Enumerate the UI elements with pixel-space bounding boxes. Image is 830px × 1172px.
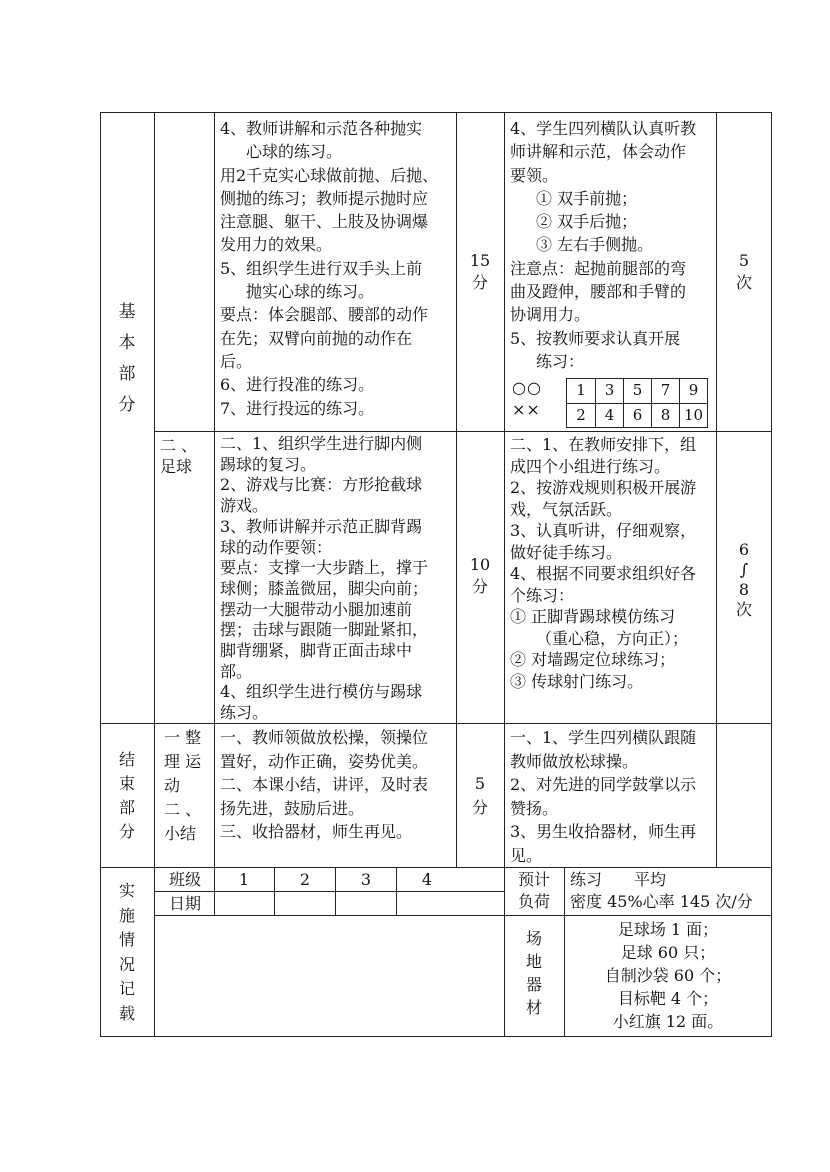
grid-cell: 1 xyxy=(576,381,586,399)
lesson-plan-table xyxy=(100,112,772,1037)
text-line: 练习： xyxy=(536,351,585,371)
grid-cell: 5 xyxy=(623,379,651,403)
text-line: 2、按游戏规则积极开展游 xyxy=(510,478,697,497)
text-line: 后。 xyxy=(220,351,253,371)
text-line: 一、1、学生四列横队跟随 xyxy=(510,728,697,747)
text-line: 5、组织学生进行双手头上前 xyxy=(220,258,423,278)
class-number: 4 xyxy=(421,870,433,889)
grid-cell: 8 xyxy=(651,403,679,427)
text-line: 赞扬。 xyxy=(510,798,559,818)
text-line: 部。 xyxy=(220,661,253,681)
text-line: 球侧；膝盖微屈，脚尖向前； xyxy=(220,578,429,598)
part2-topic: 二 、 足球 xyxy=(160,436,198,476)
record-section-label: 实 施 情 况 记 载 xyxy=(118,881,135,1023)
numbered-grid xyxy=(566,378,708,428)
part1-time: 15 分 xyxy=(469,251,491,292)
formation-symbols: ○○ ×× xyxy=(512,378,542,419)
text-line: 个练习： xyxy=(510,585,575,605)
part2-teacher-content xyxy=(220,434,428,724)
row-divider-record xyxy=(100,867,772,868)
text-line: 4、根据不同要求组织好各 xyxy=(510,564,697,583)
text-line: 曲及蹬伸，腰部和手臂的 xyxy=(510,282,687,302)
text-line: 6、进行投准的练习。 xyxy=(220,375,375,395)
text-line: 三、收拾器材，师生再见。 xyxy=(220,822,413,841)
load-label: 预计 负荷 xyxy=(517,870,550,911)
text-line: 置好，动作正确，姿势优美。 xyxy=(220,751,429,771)
ending-section-label: 结 束 部 分 xyxy=(118,750,135,841)
text-line: 要点：支撑一大步踏上，撑于 xyxy=(220,558,429,578)
text-line: 发用力的效果。 xyxy=(220,235,333,255)
table-border-bottom xyxy=(100,1036,772,1037)
text-line: 教师做放松球操。 xyxy=(510,751,639,771)
venue-label: 场 地 器 材 xyxy=(525,929,542,1017)
text-line: 摆；击球与跟随一脚趾紧扣， xyxy=(220,620,429,640)
text-line: 游戏。 xyxy=(220,496,269,516)
equipment-list: 足球场 1 面； 足球 60 只； 自制沙袋 60 个； 目标靶 4 个； 小红旗 12 面。 xyxy=(604,920,732,1031)
grid-cell: 7 xyxy=(651,379,679,403)
part1-teacher-content xyxy=(220,117,438,420)
text-line: ② 对墙踢定位球练习； xyxy=(510,650,676,669)
text-line: 二、1、组织学生进行脚内侧 xyxy=(220,434,423,453)
text-line: （重心稳，方向正）； xyxy=(536,628,689,648)
basic-section-label: 基 本 部 分 xyxy=(118,302,136,415)
text-line: 脚背绷紧，脚背正面击球中 xyxy=(220,641,413,661)
text-line: 2、游戏与比赛：方形抢截球 xyxy=(220,475,423,495)
text-line: 3、认真听讲，仔细观察， xyxy=(510,521,697,540)
class-number: 2 xyxy=(299,870,311,889)
grid-cell: 10 xyxy=(679,403,707,427)
text-line: 心球的练习。 xyxy=(246,142,343,162)
class-number: 3 xyxy=(360,870,372,889)
text-line: 扬先进，鼓励后进。 xyxy=(220,798,365,818)
col-divider-time xyxy=(456,112,457,867)
text-line: 要领。 xyxy=(510,165,559,185)
text-line: 4、组织学生进行模仿与踢球 xyxy=(220,682,423,702)
text-line: 注意腿、躯干、上肢及协调爆 xyxy=(220,212,429,232)
row-divider-class-date xyxy=(154,891,504,892)
text-line: 用2千克实心球做前抛、后抛、 xyxy=(220,165,439,185)
row-divider-ending xyxy=(100,723,772,724)
grid-cell: 9 xyxy=(679,379,707,403)
text-line: 4、学生四列横队认真听教 xyxy=(510,119,697,138)
text-line: 3、男生收拾器材，师生再 xyxy=(510,822,697,841)
row-divider-load-venue xyxy=(154,915,772,916)
class-number: 1 xyxy=(238,870,250,889)
part1-reps: 5 次 xyxy=(735,251,752,292)
ending-teacher-content xyxy=(220,726,428,844)
load-values: 练习 平均 密度 45%心率 145 次/分 xyxy=(570,870,753,911)
table-border-top xyxy=(100,112,772,113)
text-line: 抛实心球的练习。 xyxy=(246,282,375,302)
text-line: 4、教师讲解和示范各种抛实 xyxy=(220,119,423,138)
text-line: 2、对先进的同学鼓掌以示 xyxy=(510,775,697,794)
text-line: 一、教师领做放松操，领操位 xyxy=(220,728,429,747)
text-line: 做好徒手练习。 xyxy=(510,542,623,562)
grid-cell: 6 xyxy=(623,403,651,427)
text-line: ③ 传球射门练习。 xyxy=(510,671,644,691)
text-line: 协调用力。 xyxy=(510,305,591,325)
text-line: 成四个小组进行练习。 xyxy=(510,456,671,476)
col-divider-teacher xyxy=(214,112,215,915)
text-line: 球的动作要领： xyxy=(220,537,333,557)
ending-time: 5 分 xyxy=(471,774,488,817)
text-line: 7、进行投远的练习。 xyxy=(220,398,375,418)
text-line: 二、本课小结，讲评，及时表 xyxy=(220,775,429,794)
text-line: 摆动一大腿带动小腿加速前 xyxy=(220,599,413,619)
text-line: ② 双手后抛； xyxy=(536,212,638,232)
text-line: 3、教师讲解并示范正脚背踢 xyxy=(220,516,423,536)
row-divider-basic-part xyxy=(154,431,772,432)
date-label: 日期 xyxy=(168,894,201,913)
col-divider-reps xyxy=(716,112,717,867)
grid-cell: 3 xyxy=(595,379,623,403)
ending-topic: 一 整 理 运 动 二 、 小结 xyxy=(164,728,202,843)
text-line: 师讲解和示范，体会动作 xyxy=(510,142,687,162)
part2-reps: 6 ∫ 8 次 xyxy=(735,540,752,619)
text-line: ① 双手前抛； xyxy=(536,188,638,208)
grid-cell: 4 xyxy=(595,403,623,427)
text-line: 注意点：起抛前腿部的弯 xyxy=(510,258,687,278)
grid-cell: 2 xyxy=(567,403,595,427)
text-line: ① 正脚背踢球模仿练习 xyxy=(510,607,676,626)
text-line: 要点：体会腿部、腰部的动作 xyxy=(220,305,429,325)
text-line: 练习。 xyxy=(220,703,269,723)
ending-student-content xyxy=(510,726,696,867)
text-line: 5、按教师要求认真开展 xyxy=(510,328,681,348)
text-line: 戏，气氛活跃。 xyxy=(510,499,623,519)
text-line: ③ 左右手侧抛。 xyxy=(536,235,654,255)
text-line: 二、1、在教师安排下，组 xyxy=(510,435,697,454)
text-line: 侧抛的练习；教师提示抛时应 xyxy=(220,188,429,208)
text-line: 在先；双臂向前抛的动作在 xyxy=(220,328,413,348)
text-line: 踢球的复习。 xyxy=(220,454,317,474)
part1-student-content xyxy=(510,117,696,373)
part2-time: 10 分 xyxy=(469,555,491,596)
text-line: 见。 xyxy=(510,845,543,865)
class-label: 班级 xyxy=(168,870,201,889)
part2-student-content xyxy=(510,434,696,692)
